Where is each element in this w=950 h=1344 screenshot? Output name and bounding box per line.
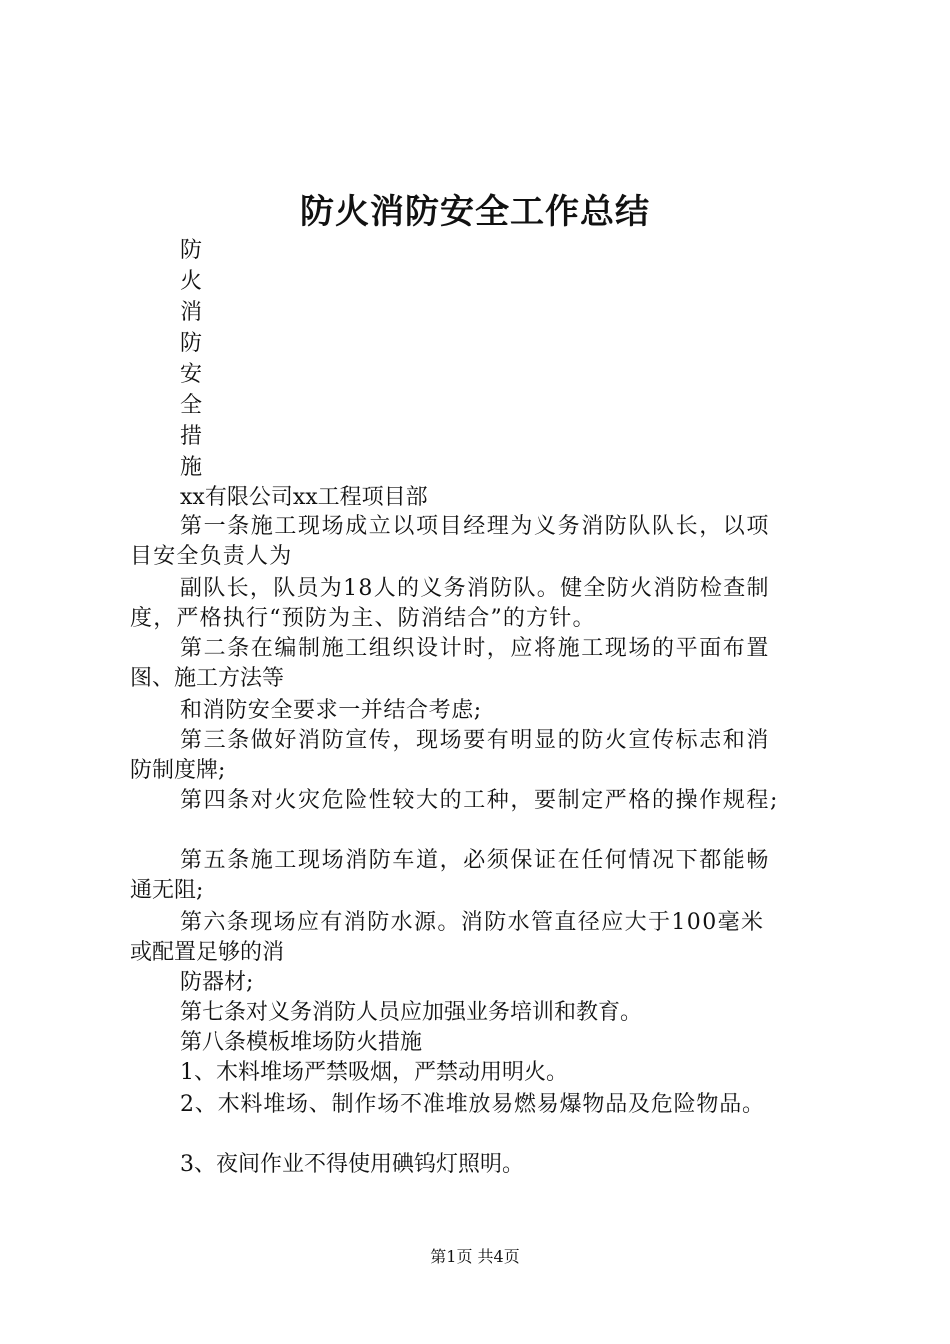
body-line: 第六条现场应有消防水源。消防水管直径应大于100毫米 — [180, 910, 765, 935]
vertical-heading-char: 防 — [180, 331, 203, 356]
body-line: 第八条模板堆场防火措施 — [180, 1030, 423, 1055]
body-line: 2、木料堆场、制作场不准堆放易燃易爆物品及危险物品。 — [180, 1092, 765, 1117]
body-line: 3、夜间作业不得使用碘钨灯照明。 — [180, 1152, 524, 1177]
body-line: 第二条在编制施工组织设计时，应将施工现场的平面布置 — [180, 636, 771, 661]
body-line: 第三条做好消防宣传，现场要有明显的防火宣传标志和消 — [180, 728, 771, 753]
body-line: 度，严格执行“预防为主、防消结合”的方针。 — [130, 606, 596, 631]
body-line: 图、施工方法等 — [130, 666, 285, 691]
body-line: 第一条施工现场成立以项目经理为义务消防队队长，以项 — [180, 514, 771, 539]
body-line: 第四条对火灾危险性较大的工种，要制定严格的操作规程; — [180, 788, 780, 813]
company-line: xx有限公司xx工程项目部 — [180, 485, 428, 510]
body-line: 防制度牌; — [130, 758, 226, 783]
vertical-heading-char: 全 — [180, 393, 203, 418]
vertical-heading-char: 安 — [180, 362, 203, 387]
body-line: 第五条施工现场消防车道，必须保证在任何情况下都能畅 — [180, 848, 771, 873]
vertical-heading-char: 防 — [180, 238, 203, 263]
vertical-heading-char: 火 — [180, 269, 203, 294]
page-footer: 第1页 共4页 — [430, 1247, 520, 1266]
body-line: 和消防安全要求一并结合考虑; — [180, 698, 482, 723]
vertical-heading-char: 施 — [180, 455, 203, 480]
vertical-heading-char: 措 — [180, 424, 203, 449]
body-line: 副队长，队员为18人的义务消防队。健全防火消防检查制 — [180, 576, 770, 601]
body-line: 通无阻; — [130, 878, 204, 903]
body-line: 1、木料堆场严禁吸烟，严禁动用明火。 — [180, 1060, 568, 1085]
document-title: 防火消防安全工作总结 — [300, 192, 650, 232]
body-line: 防器材; — [180, 970, 254, 995]
body-line: 目安全负责人为 — [130, 544, 293, 569]
body-line: 或配置足够的消 — [130, 940, 285, 965]
body-line: 第七条对义务消防人员应加强业务培训和教育。 — [180, 1000, 643, 1025]
vertical-heading-char: 消 — [180, 300, 203, 325]
